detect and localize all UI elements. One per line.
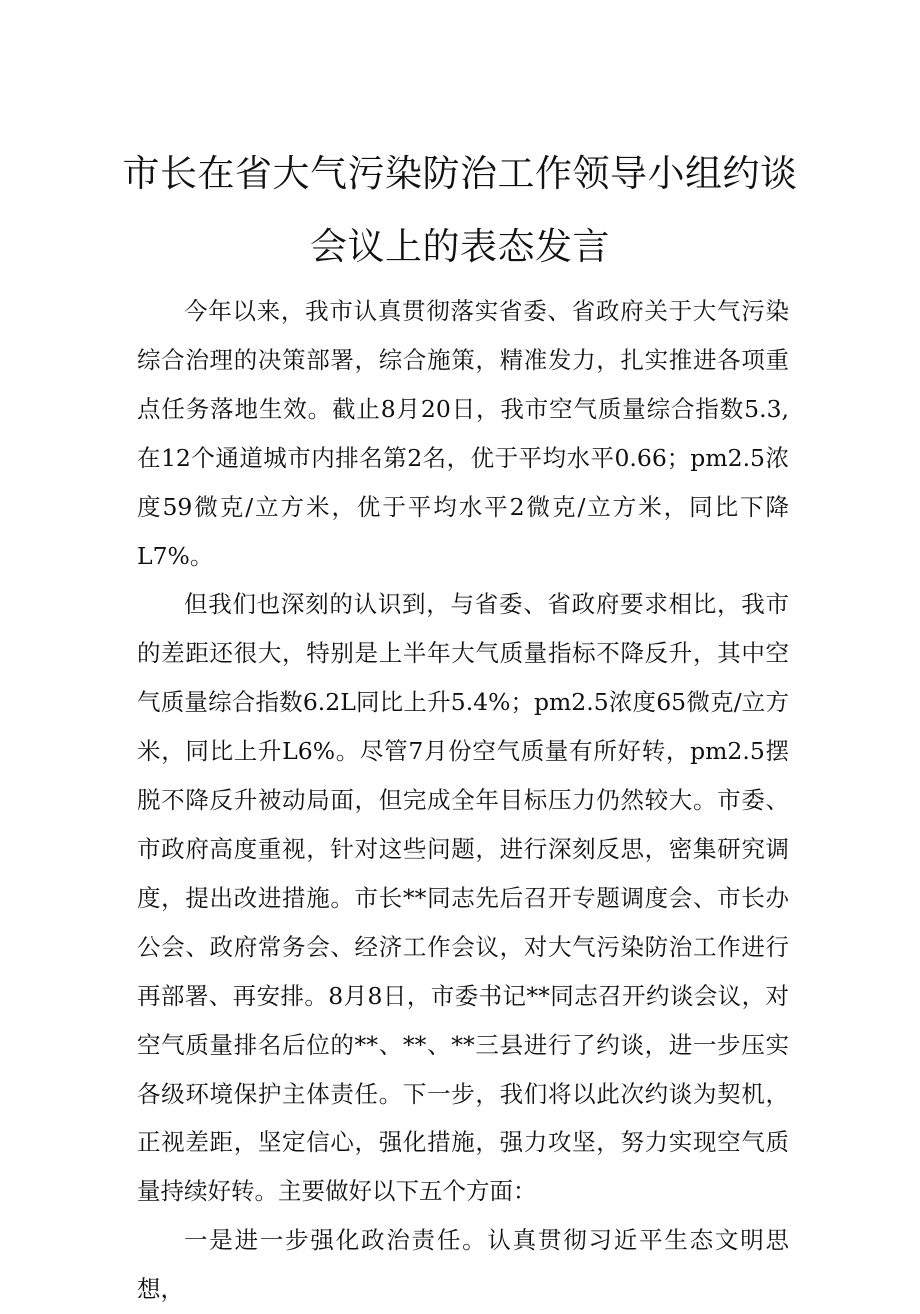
document-body: [137, 287, 789, 1314]
document-title-line-1: 市长在省大气污染防治工作领导小组约谈: [122, 152, 798, 195]
paragraph-2: 但我们也深刻的认识到，与省委、省政府要求相比，我市的差距还很大，特别是上半年大气质量指标不降反升，其中空气质量综合指数6.2L同比上升5.4%；pm2.5浓度65微克/立方米，同比上升L6%。尽管7月份空气质量有所好转，pm2.5摆脱不降反升被动局面，但完成全年目标压力仍然较大。市委、市政府高度重视，针对这些问题，进行深刻反思，密集研究调度，提出改进措施。市长**同志先后召开专题调度会、市长办公会、政府常务会、经济工作会议，对大气污染防治工作进行再部署、再安排。8月8日，市委书记**同志召开约谈会议，对空气质量排名后位的**、**、**三县进行了约谈，进一步压实各级环境保护主体责任。下一步，我们将以此次约谈为契机，正视差距，坚定信心，强化措施，强力攻坚，努力实现空气质量持续好转。主要做好以下五个方面：: [137, 590, 789, 1206]
paragraph-1: 今年以来，我市认真贯彻落实省委、省政府关于大气污染综合治理的决策部署，综合施策，精准发力，扎实推进各项重点任务落地生效。截止8月20日，我市空气质量综合指数5.3,在12个通道城市内排名第2名，优于平均水平0.66；pm2.5浓度59微克/立方米，优于平均水平2微克/立方米，同比下降L7%。: [137, 297, 789, 570]
document-title-line-2: 会议上的表态发言: [310, 225, 610, 268]
paragraph-3: 一是进一步强化政治责任。认真贯彻习近平生态文明思想，: [137, 1226, 789, 1304]
